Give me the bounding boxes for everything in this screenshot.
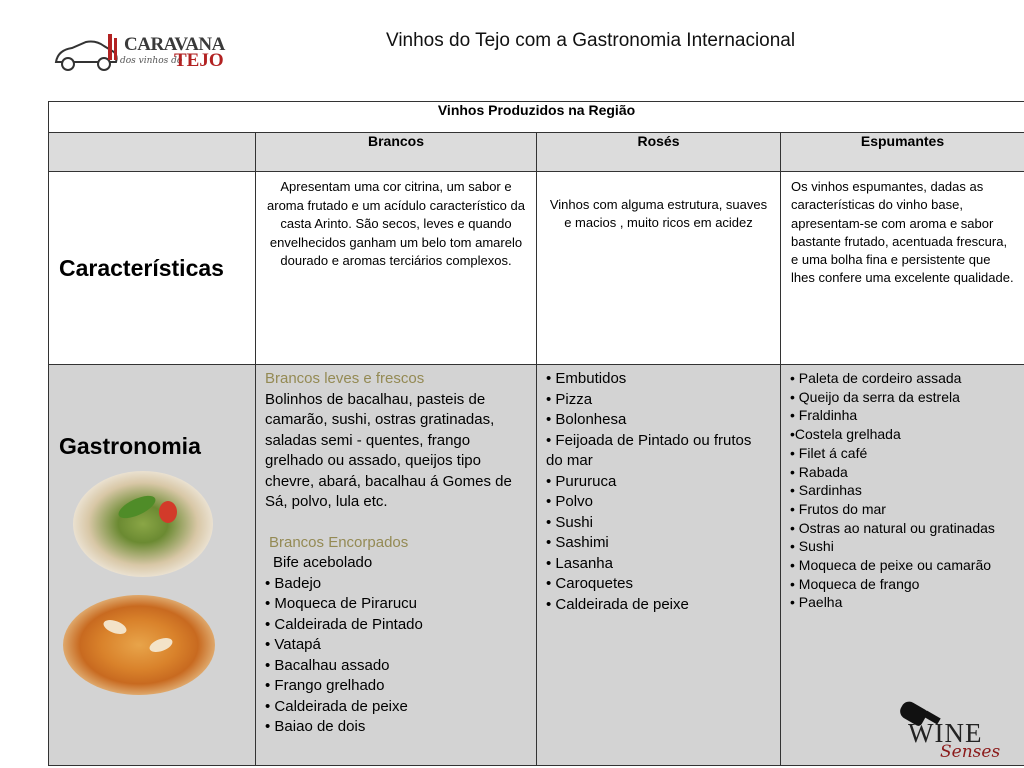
page-title: Vinhos do Tejo com a Gastronomia Internacional <box>386 30 796 51</box>
food-tomato-decoration <box>159 501 177 523</box>
wine-logo-senses: Senses <box>940 742 1001 762</box>
gastronomia-label-cell <box>49 365 256 766</box>
column-brancos: Brancos <box>256 133 537 172</box>
list-item: • Frutos do mar <box>790 500 886 517</box>
list-item: • Sushi <box>790 538 834 555</box>
espumantes-description: Os vinhos espumantes, dadas as características do vinho base, apresentam-se com aroma e sabor bastante frutado, acentuada frescura, e uma bolha fina e persistente que lhes confere uma excelente qualidade. <box>781 172 1024 365</box>
brancos-description: Apresentam uma cor citrina, um sabor e aroma frutado e um acídulo característico da casta Arinto. São secos, leves e quando envelhecidos ganham um belo tom amarelo dourado e aromas terciários complexos. <box>256 172 537 365</box>
food-paella-image <box>63 595 215 695</box>
food-salad-image <box>73 471 213 577</box>
list-item: • Pururuca <box>546 472 617 490</box>
list-item: • Pizza <box>546 390 593 408</box>
list-item: • Sushi <box>546 513 593 531</box>
list-item: • Moqueca de peixe ou camarão <box>790 557 992 574</box>
list-item: • Sardinhas <box>790 482 862 499</box>
list-item: • Moqueca de Pirarucu <box>265 595 417 612</box>
list-item: • Fraldinha <box>790 407 858 424</box>
list-item: • Filet á café <box>790 444 868 461</box>
food-shrimp-decoration <box>102 617 129 636</box>
column-roses: Rosés <box>537 133 781 172</box>
column-espumantes: Espumantes <box>781 133 1024 172</box>
brancos-leves-subheading: Brancos leves e frescos <box>265 370 425 387</box>
list-item: • Polvo <box>546 493 593 510</box>
list-item: • Caroquetes <box>546 575 633 592</box>
list-item: • Feijoada de Pintado ou frutos do mar <box>546 431 752 469</box>
wine-table <box>48 101 1024 766</box>
list-item: • Ostras ao natural ou gratinadas <box>790 519 995 536</box>
list-item: • Bolonhesa <box>546 411 627 428</box>
roses-description: Vinhos com alguma estrutura, suaves e macios , muito ricos em acidez <box>537 172 781 365</box>
brancos-gastronomia <box>256 365 537 766</box>
wine-senses-logo <box>896 700 1016 766</box>
brancos-encorpados-subheading: Brancos Encorpados <box>269 533 409 551</box>
gastronomia-label: Gastronomia <box>59 433 201 459</box>
food-shrimp-decoration <box>148 635 175 654</box>
roses-gastronomia <box>537 365 781 766</box>
list-item: • Queijo da serra da estrela <box>790 388 960 405</box>
caracteristicas-label: Características <box>49 172 256 365</box>
column-header-row <box>49 133 1024 172</box>
brancos-leves-text: Bolinhos de bacalhau, pasteis de camarão, sushi, ostras gratinadas, saladas semi - quentes, frango grelhado ou assado, queijos tipo chevre, abará, bacalhau á Gomes de Sá, polvo, lula etc. <box>265 390 512 510</box>
logo-tejo-text: TEJO <box>174 50 224 71</box>
gastronomia-row <box>49 365 1024 766</box>
table-header-row <box>49 102 1024 133</box>
list-item: •Costela grelhada <box>790 426 901 443</box>
empty-header-cell <box>49 133 256 172</box>
list-item: • Vatapá <box>265 636 321 653</box>
list-item: • Embutidos <box>546 370 627 387</box>
list-item: • Caldeirada de Pintado <box>265 615 423 633</box>
list-item: • Sashimi <box>546 534 609 551</box>
list-item: • Caldeirada de peixe <box>265 697 408 715</box>
list-item: • Rabada <box>790 463 848 480</box>
list-item: • Bacalhau assado <box>265 656 390 674</box>
list-item: • Moqueca de frango <box>790 575 920 592</box>
list-item: • Paelha <box>790 594 843 611</box>
list-item: • Baiao de dois <box>265 718 366 735</box>
list-item: Bife acebolado <box>273 554 373 571</box>
list-item: • Frango grelhado <box>265 677 385 694</box>
caravana-logo <box>52 28 225 78</box>
logo-caravana-text: CARAVANA <box>124 34 225 55</box>
food-leaf-decoration <box>115 491 158 522</box>
list-item: • Paleta de cordeiro assada <box>790 370 962 386</box>
car-logo-icon <box>52 32 122 76</box>
table-header: Vinhos Produzidos na Região <box>49 102 1024 133</box>
list-item: • Caldeirada de peixe <box>546 595 689 613</box>
list-item: • Badejo <box>265 574 322 592</box>
logo-subtitle-text: dos vinhos do <box>120 56 183 66</box>
list-item: • Lasanha <box>546 554 613 572</box>
wine-logo-word: WINE <box>908 718 983 748</box>
caracteristicas-row <box>49 172 1024 365</box>
